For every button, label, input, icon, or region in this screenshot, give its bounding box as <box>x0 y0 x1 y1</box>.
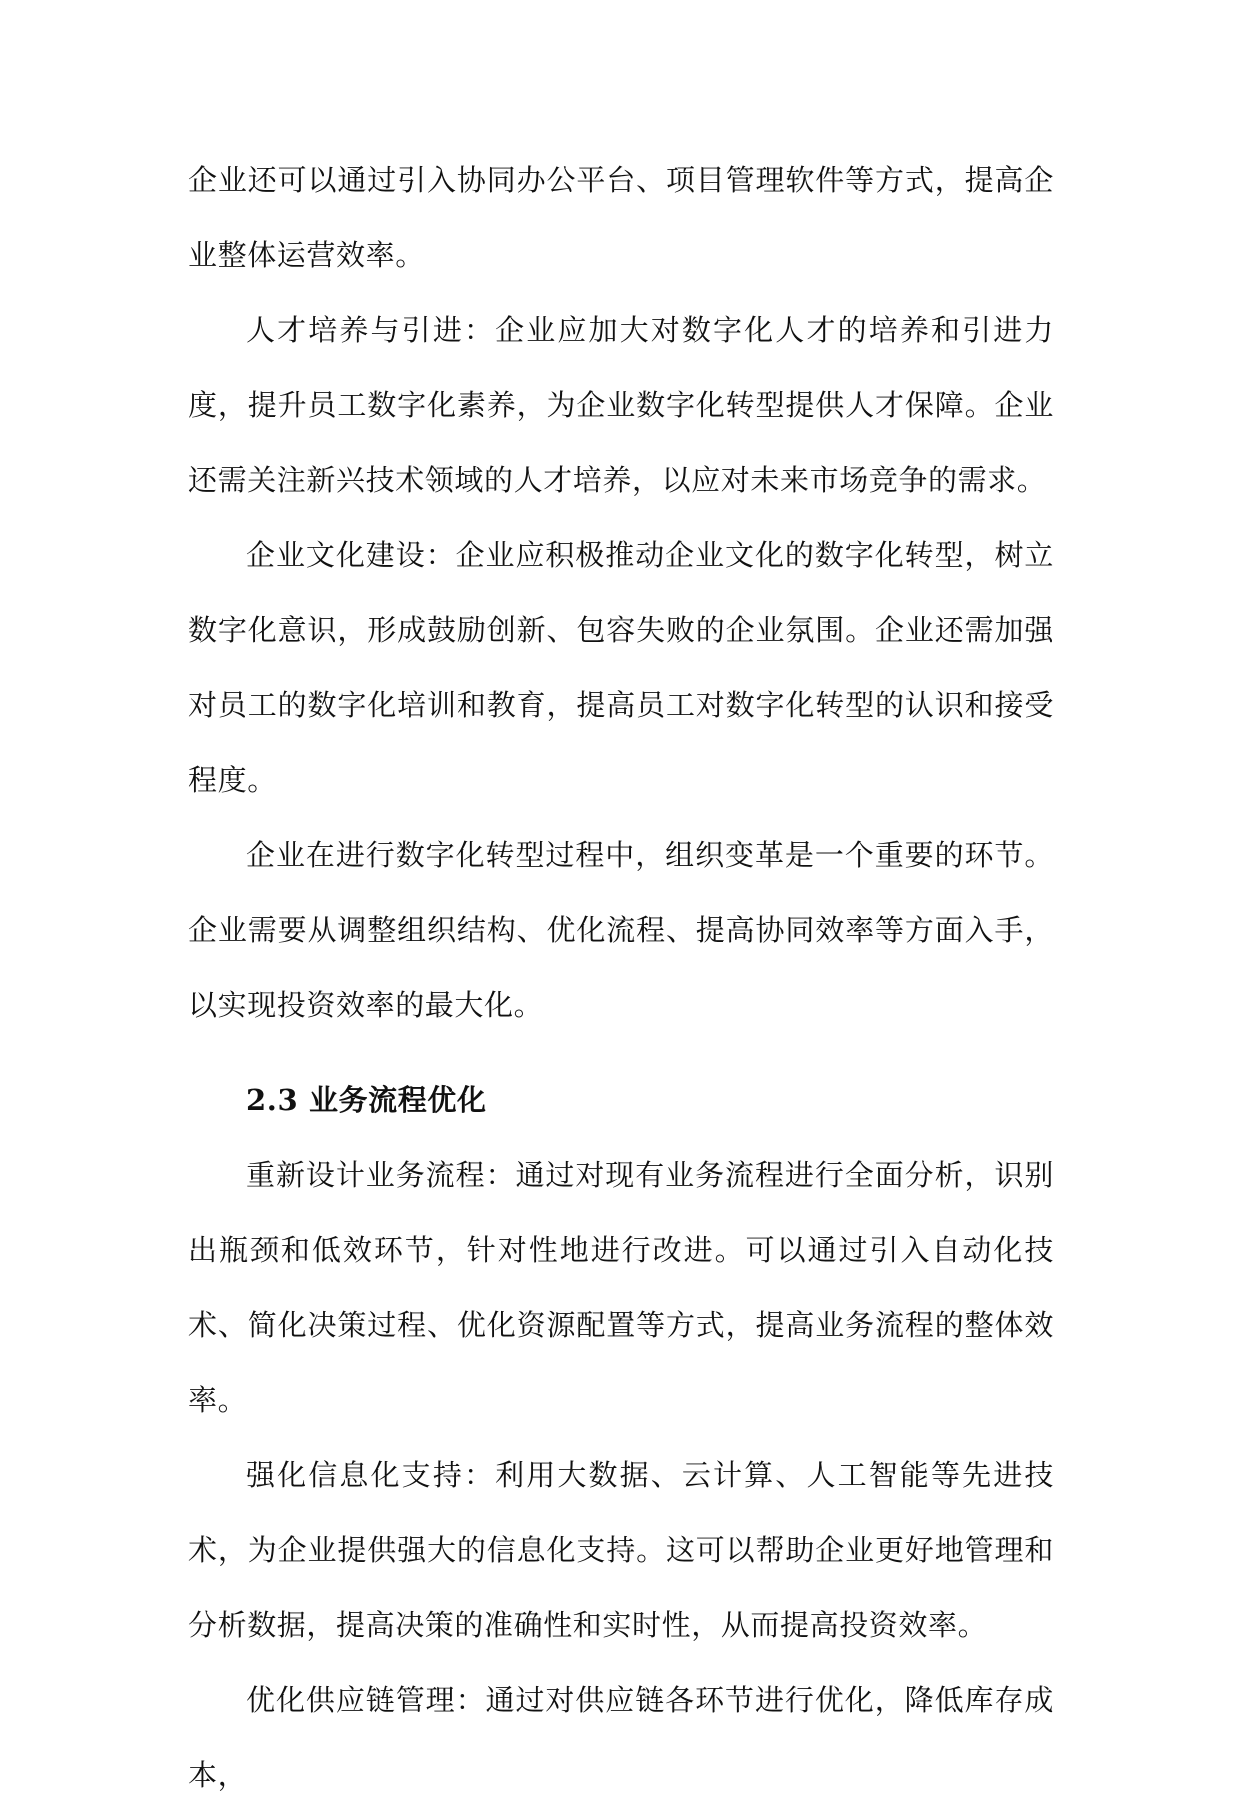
paragraph-it-support: 强化信息化支持：利用大数据、云计算、人工智能等先进技术，为企业提供强大的信息化支持。这可以帮助企业更好地管理和分析数据，提高决策的准确性和实时性，从而提高投资效率。 <box>188 1458 1054 1642</box>
paragraph-continuation: 企业还可以通过引入协同办公平台、项目管理软件等方式，提高企业整体运营效率。 <box>188 163 1054 272</box>
paragraph-supply-chain: 优化供应链管理：通过对供应链各环节进行优化，降低库存成本， <box>188 1683 1054 1792</box>
document-body <box>188 143 1054 1813</box>
paragraph-redesign: 重新设计业务流程：通过对现有业务流程进行全面分析，识别出瓶颈和低效环节，针对性地进行改进。可以通过引入自动化技术、简化决策过程、优化资源配置等方式，提高业务流程的整体效率。 <box>188 1158 1054 1417</box>
paragraph-talent: 人才培养与引进：企业应加大对数字化人才的培养和引进力度，提升员工数字化素养，为企业数字化转型提供人才保障。企业还需关注新兴技术领域的人才培养，以应对未来市场竞争的需求。 <box>188 313 1054 497</box>
paragraph-culture: 企业文化建设：企业应积极推动企业文化的数字化转型，树立数字化意识，形成鼓励创新、包容失败的企业氛围。企业还需加强对员工的数字化培训和教育，提高员工对数字化转型的认识和接受程度。 <box>188 538 1054 797</box>
paragraph-org-change: 企业在进行数字化转型过程中，组织变革是一个重要的环节。企业需要从调整组织结构、优化流程、提高协同效率等方面入手，以实现投资效率的最大化。 <box>188 838 1054 1022</box>
section-heading: 2.3 业务流程优化 <box>246 1083 487 1117</box>
